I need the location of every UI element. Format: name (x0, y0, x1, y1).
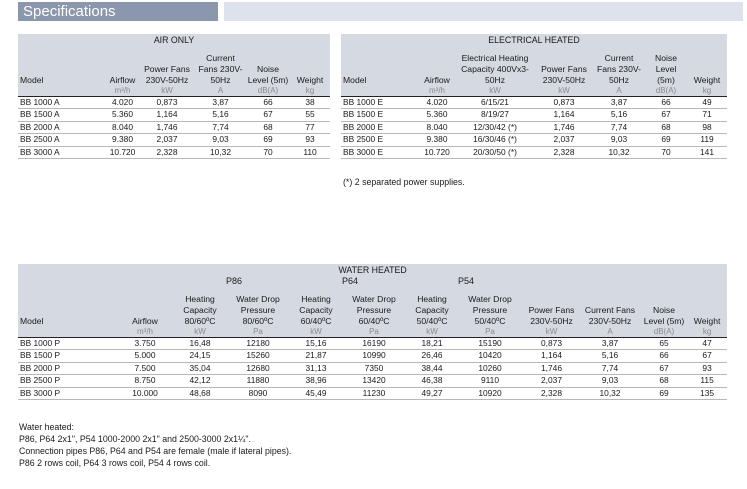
table-cell: 55 (290, 109, 330, 121)
table-row (341, 146, 727, 158)
model-cell: BB 2500 P (18, 375, 114, 387)
note-line: P86, P64 2x1", P54 1000-2000 2x1" and 2500-3000 2x1¼". (19, 434, 251, 444)
table-row (18, 97, 330, 109)
unit-label: kW (455, 86, 535, 97)
model-cell: BB 3000 P (18, 387, 114, 399)
table-cell: 8/19/27 (455, 109, 535, 121)
table-cell: 66 (645, 97, 687, 109)
column-header: Electrical Heating Capacity 400Vx3-50Hz (461, 53, 529, 85)
table-cell: 70 (645, 146, 687, 158)
table-cell: 69 (246, 134, 290, 146)
table-cell: 5.360 (106, 109, 139, 121)
unit-label: dB(A) (246, 86, 290, 97)
section-header-bar (18, 2, 218, 21)
table-cell: 93 (290, 134, 330, 146)
table-row (18, 109, 330, 121)
unit-label (18, 86, 106, 97)
column-header: Noise Level (5m) (655, 53, 677, 85)
model-cell: BB 1000 E (341, 97, 419, 109)
unit-label: kg (687, 327, 727, 338)
table-cell: 1,164 (139, 109, 195, 121)
table-cell: 10.000 (114, 387, 176, 399)
group-header-p64: P64 (341, 276, 358, 286)
note-line: Connection pipes P86, P64 and P54 are female (male if lateral pipes). (19, 446, 292, 456)
table-cell: 10,32 (579, 387, 641, 399)
unit-label: dB(A) (645, 86, 687, 97)
table-cell: 9,03 (195, 134, 246, 146)
table-cell: 71 (687, 109, 727, 121)
model-cell: BB 2500 E (341, 134, 419, 146)
table-cell: 3,87 (593, 97, 645, 109)
table-cell: 2,037 (139, 134, 195, 146)
column-header: Noise Level (5m) (643, 305, 685, 326)
column-header: Airflow (424, 75, 450, 85)
unit-label: m³/h (106, 86, 139, 97)
table-cell: 45,49 (292, 387, 340, 399)
unit-label: Pa (340, 327, 408, 338)
table-cell: 10.720 (419, 146, 455, 158)
model-cell: BB 1000 P (18, 338, 114, 350)
table-cell: 42,12 (176, 375, 224, 387)
table-row (341, 121, 727, 133)
model-cell: BB 2000 A (18, 121, 106, 133)
table-cell: 13420 (340, 375, 408, 387)
table-cell: 12/30/42 (*) (455, 121, 535, 133)
water-heated-title: WATER HEATED (338, 265, 407, 275)
table-cell: 115 (687, 375, 727, 387)
table-cell: 1,746 (535, 121, 593, 133)
table-cell: 4.020 (106, 97, 139, 109)
table-cell: 10990 (340, 350, 408, 362)
table-cell: 2,328 (524, 387, 579, 399)
table-cell: 67 (645, 109, 687, 121)
table-cell: 8.040 (106, 121, 139, 133)
note-line: Water heated: (19, 422, 74, 432)
column-header: Water Drop Pressure 50/40ºC (468, 294, 512, 326)
table-cell: 0,873 (524, 338, 579, 350)
table-cell: 69 (645, 134, 687, 146)
table-cell: 11230 (340, 387, 408, 399)
table-cell: 12680 (224, 362, 292, 374)
table-row (18, 134, 330, 146)
table-cell: 35,04 (176, 362, 224, 374)
column-header: Model (343, 75, 367, 85)
table-cell: 5.000 (114, 350, 176, 362)
table-cell: 38,44 (408, 362, 456, 374)
table-cell: 7,74 (593, 121, 645, 133)
model-cell: BB 1500 E (341, 109, 419, 121)
unit-label: kW (535, 86, 593, 97)
table-cell: 10,32 (195, 146, 246, 158)
column-header: Weight (296, 75, 324, 85)
electrical-footnote: (*) 2 separated power supplies. (343, 177, 465, 187)
column-header: Current Fans 230V-50Hz (597, 53, 641, 85)
table-cell: 119 (687, 134, 727, 146)
table-cell: 93 (687, 362, 727, 374)
table-cell: 68 (645, 121, 687, 133)
table-cell: 2,037 (535, 134, 593, 146)
table-cell: 69 (641, 387, 687, 399)
column-header: Model (20, 75, 44, 85)
column-header: Airflow (109, 75, 136, 85)
electrical-heated-rows (341, 97, 727, 159)
column-header: Heating Capacity 50/40ºC (415, 294, 449, 326)
table-cell: 77 (290, 121, 330, 133)
table-cell: 21,87 (292, 350, 340, 362)
table-cell: 5,16 (579, 350, 641, 362)
table-cell: 9.380 (419, 134, 455, 146)
model-cell: BB 3000 E (341, 146, 419, 158)
table-cell: 9110 (456, 375, 524, 387)
table-row (341, 109, 727, 121)
air-only-rows (18, 97, 330, 159)
table-cell: 10920 (456, 387, 524, 399)
table-cell: 3,87 (579, 338, 641, 350)
table-cell: 15260 (224, 350, 292, 362)
table-cell: 135 (687, 387, 727, 399)
unit-label: kW (139, 86, 195, 97)
table-cell: 67 (641, 362, 687, 374)
group-header-p86: P86 (225, 276, 242, 286)
table-row (341, 97, 727, 109)
table-cell: 16,48 (176, 338, 224, 350)
header-extension-bar (224, 2, 743, 21)
air-only-table (18, 34, 330, 159)
table-cell: 67 (246, 109, 290, 121)
unit-label: kW (176, 327, 224, 338)
table-cell: 1,746 (139, 121, 195, 133)
table-cell: 2,328 (139, 146, 195, 158)
table-cell: 141 (687, 146, 727, 158)
page-title: Specifications (23, 3, 116, 20)
column-header: Water Drop Pressure 80/60ºC (236, 294, 280, 326)
table-cell: 1,164 (524, 350, 579, 362)
note-line: P86 2 rows coil, P64 3 rows coil, P54 4 rows coil. (19, 458, 211, 468)
unit-label: A (195, 86, 246, 97)
table-cell: 20/30/50 (*) (455, 146, 535, 158)
column-header: Power Fans 230V-50Hz (528, 305, 575, 326)
unit-label: kW (524, 327, 579, 338)
table-row (341, 134, 727, 146)
air-only-title: AIR ONLY (153, 35, 195, 45)
table-cell: 8090 (224, 387, 292, 399)
unit-label (341, 86, 419, 97)
unit-label: dB(A) (641, 327, 687, 338)
column-header: Heating Capacity 80/60ºC (183, 294, 217, 326)
table-cell: 8.750 (114, 375, 176, 387)
table-cell: 9,03 (593, 134, 645, 146)
table-cell: 7,74 (195, 121, 246, 133)
column-header: Heating Capacity 60/40ºC (299, 294, 333, 326)
table-cell: 11880 (224, 375, 292, 387)
table-row (18, 146, 330, 158)
table-row (18, 387, 727, 399)
table-cell: 5.360 (419, 109, 455, 121)
table-cell: 5,16 (195, 109, 246, 121)
table-cell: 38 (290, 97, 330, 109)
table-cell: 46,38 (408, 375, 456, 387)
water-heated-table (18, 264, 727, 400)
table-cell: 16190 (340, 338, 408, 350)
table-cell: 7.500 (114, 362, 176, 374)
table-cell: 15190 (456, 338, 524, 350)
unit-label: A (579, 327, 641, 338)
table-cell: 1,746 (524, 362, 579, 374)
table-cell: 9,03 (579, 375, 641, 387)
table-cell: 110 (290, 146, 330, 158)
table-cell: 8.040 (419, 121, 455, 133)
table-cell: 1,164 (535, 109, 593, 121)
table-cell: 18,21 (408, 338, 456, 350)
unit-label: Pa (224, 327, 292, 338)
electrical-heated-table (341, 34, 727, 159)
table-cell: 6/15/21 (455, 97, 535, 109)
table-cell: 15,16 (292, 338, 340, 350)
table-cell: 3,87 (195, 97, 246, 109)
table-row (18, 375, 727, 387)
column-header: Current Fans 230V-50Hz (584, 305, 636, 326)
column-header: Airflow (132, 316, 158, 326)
table-cell: 31,13 (292, 362, 340, 374)
table-cell: 49,27 (408, 387, 456, 399)
table-cell: 2,328 (535, 146, 593, 158)
table-cell: 67 (687, 350, 727, 362)
table-cell: 0,873 (535, 97, 593, 109)
table-cell: 38,96 (292, 375, 340, 387)
table-cell: 68 (641, 375, 687, 387)
column-header: Current Fans 230V-50Hz (198, 53, 243, 85)
table-cell: 7350 (340, 362, 408, 374)
table-row (18, 362, 727, 374)
unit-label: kg (290, 86, 330, 97)
table-cell: 66 (641, 350, 687, 362)
table-cell: 66 (246, 97, 290, 109)
unit-label (18, 327, 114, 338)
table-cell: 4.020 (419, 97, 455, 109)
unit-label: m³/h (419, 86, 455, 97)
unit-label: A (593, 86, 645, 97)
column-header: Noise Level (5m) (247, 64, 289, 85)
column-header: Model (20, 316, 44, 326)
column-header: Weight (693, 316, 721, 326)
unit-label: Pa (456, 327, 524, 338)
model-cell: BB 2500 A (18, 134, 106, 146)
model-cell: BB 1500 P (18, 350, 114, 362)
table-cell: 7,74 (579, 362, 641, 374)
table-cell: 5,16 (593, 109, 645, 121)
unit-label: kW (408, 327, 456, 338)
table-cell: 10.720 (106, 146, 139, 158)
column-header: Water Drop Pressure 60/40ºC (352, 294, 396, 326)
water-heated-notes (19, 421, 291, 469)
table-cell: 65 (641, 338, 687, 350)
model-cell: BB 2000 E (341, 121, 419, 133)
column-header: Weight (693, 75, 721, 85)
table-cell: 48,68 (176, 387, 224, 399)
model-cell: BB 3000 A (18, 146, 106, 158)
table-row (18, 350, 727, 362)
table-cell: 98 (687, 121, 727, 133)
table-cell: 2,037 (524, 375, 579, 387)
column-header: Power Fans 230V-50Hz (541, 64, 587, 85)
unit-label: kW (292, 327, 340, 338)
table-cell: 10260 (456, 362, 524, 374)
table-row (18, 121, 330, 133)
column-header: Power Fans 230V-50Hz (144, 64, 190, 85)
table-cell: 0,873 (139, 97, 195, 109)
unit-label: kg (687, 86, 727, 97)
model-cell: BB 1000 A (18, 97, 106, 109)
model-cell: BB 1500 A (18, 109, 106, 121)
table-cell: 9.380 (106, 134, 139, 146)
water-heated-rows (18, 338, 727, 400)
table-cell: 49 (687, 97, 727, 109)
table-cell: 68 (246, 121, 290, 133)
model-cell: BB 2000 P (18, 362, 114, 374)
table-cell: 10420 (456, 350, 524, 362)
table-cell: 3.750 (114, 338, 176, 350)
table-cell: 24,15 (176, 350, 224, 362)
table-cell: 10,32 (593, 146, 645, 158)
table-cell: 12180 (224, 338, 292, 350)
electrical-heated-title: ELECTRICAL HEATED (488, 35, 580, 45)
table-cell: 26,46 (408, 350, 456, 362)
group-header-p54: P54 (457, 276, 474, 286)
unit-label: m³/h (114, 327, 176, 338)
table-row (18, 338, 727, 350)
table-cell: 70 (246, 146, 290, 158)
table-cell: 47 (687, 338, 727, 350)
table-cell: 16/30/46 (*) (455, 134, 535, 146)
